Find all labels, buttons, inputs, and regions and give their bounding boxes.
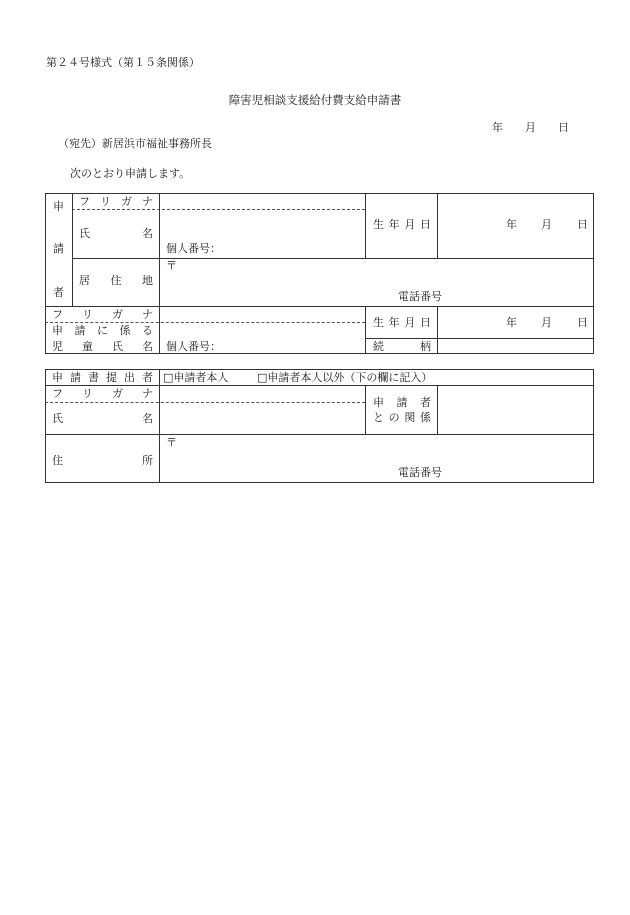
submitter-address-label: 住 所 (52, 454, 153, 467)
child-furigana-label: フ リ ガ ナ (52, 308, 153, 321)
child-birthdate-label: 生 年 月 日 (373, 316, 431, 329)
date-year: 年 (492, 121, 503, 134)
applicant-birth-month: 月 (541, 218, 552, 231)
child-relationship-label: 続 柄 (373, 340, 431, 353)
applicant-label-char: 申 (53, 200, 64, 213)
date-day: 日 (558, 121, 569, 134)
submitter-label: 申 請 書 提 出 者 (52, 371, 153, 384)
document-title: 障害児相談支援給付費支給申請書 (228, 93, 402, 107)
submitter-relation-line2: と の 関 係 (373, 411, 431, 424)
applicant-furigana-label: フ リ ガ ナ (79, 195, 153, 208)
submitter-postal-mark: 〒 (166, 436, 177, 449)
submitter-option-other[interactable]: □申請者本人以外（下の欄に記入） (257, 371, 433, 384)
applicant-birth-day: 日 (577, 218, 588, 231)
applicant-label-char: 請 (53, 242, 64, 255)
submitter-option-self[interactable]: □申請者本人 (163, 371, 229, 384)
applicant-address-label: 居 住 地 (79, 274, 153, 287)
child-label-line2: 児 童 氏 名 (52, 340, 153, 353)
application-date (492, 119, 569, 135)
date-month: 月 (525, 121, 536, 134)
submitter-furigana-label: フ リ ガ ナ (52, 387, 153, 400)
intro-text: 次のとおり申請します。 (70, 167, 191, 180)
applicant-name-label: 氏 名 (79, 227, 153, 240)
applicant-personal-number-label: 個人番号： (166, 242, 221, 255)
applicant-phone-label: 電話番号 (398, 290, 442, 303)
submitter-relation-line1: 申 請 者 (373, 396, 431, 409)
child-birth-month: 月 (541, 316, 552, 329)
applicant-label-char: 者 (53, 286, 64, 299)
recipient: （宛先）新居浜市福祉事務所長 (58, 137, 212, 150)
child-birth-day: 日 (577, 316, 588, 329)
child-personal-number-label: 個人番号： (166, 340, 221, 353)
submitter-phone-label: 電話番号 (398, 466, 442, 479)
form-number: 第２４号様式（第１５条関係） (46, 56, 200, 69)
child-birth-year: 年 (506, 316, 517, 329)
applicant-birthdate-label: 生 年 月 日 (373, 218, 431, 231)
applicant-postal-mark: 〒 (166, 259, 177, 272)
applicant-birth-year: 年 (506, 218, 517, 231)
submitter-name-label: 氏 名 (52, 412, 153, 425)
child-label-line1: 申 請 に 係 る (52, 324, 153, 337)
